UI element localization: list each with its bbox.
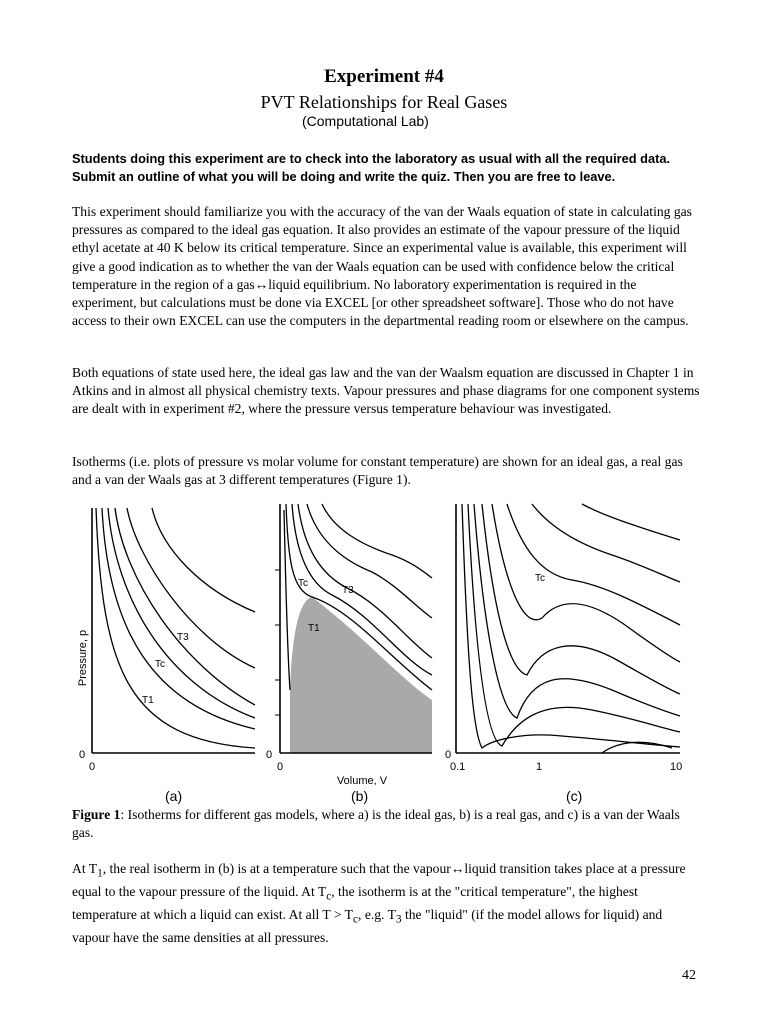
instructions-paragraph: Students doing this experiment are to check into the laboratory as usual with all the required data. Submit an outline of what you will be doing and write the quiz. Then you are free to leave. [72,151,671,185]
closing-text-5: the "liquid" (if the model allows for liquid) and vapour have the same densities at all pressures. [72,906,663,945]
panel-c-label-tc: Tc [535,573,545,584]
panel-c-x-tick-2: 10 [670,761,683,773]
y-axis-label: Pressure, p [77,629,89,687]
equations-paragraph: Both equations of state used here, the ideal gas law and the van der Waalsm equation are discussed in Chapter 1 in Atkins and in almost all physical chemistry texts. Vapour pressures and phase diagrams for one component systems are dealt with in experiment #2, where the pressure versus temperature behaviour was investigated. [72,365,700,417]
panel-a-label-t3: T3 [177,632,189,643]
panel-b-caption: (b) [351,788,369,804]
panel-b-y-origin: 0 [266,749,273,761]
page-number: 42 [682,968,696,983]
closing-text-4: , e.g. T [358,906,396,922]
isotherms-paragraph: Isotherms (i.e. plots of pressure vs molar volume for constant temperature) are shown for an ideal gas, a real gas and a van der Waals gas at 3 different temperatures (Figure 1). [72,454,683,488]
closing-text-3: , the isotherm is at the "critical temperature", the highest temperature at which a liquid can exist. At all T > T [72,883,638,922]
x-axis-label: Volume, V [336,775,388,785]
closing-paragraph [72,860,702,947]
closing-text-2: , the real isotherm in (b) is at a temperature such that the vapour↔liquid transition takes place at a pressure equal to the vapour pressure of the liquid. At T [72,861,686,899]
isotherm-figure [72,500,702,785]
panel-b-label-t3: T3 [342,585,354,596]
figure-caption-label: Figure 1 [72,807,121,822]
figure-caption [72,806,702,842]
intro-paragraph: This experiment should familiarize you with the accuracy of the van der Waals equation of state in calculating gas pressures as compared to the ideal gas equation. It also provides an estimate of the vapour pressure of the liquid ethyl acetate at 40 K below its critical temperature. Since an experimental value is available, this experiment will give a good indication as to whether the van der Waals equation can be used with confidence below the critical temperature in the region of a gas↔liquid equilibrium. No laboratory experimentation is required in the experiment, but calculations must be done via EXCEL [or other spreadsheet software]. Those who do not have access to their own EXCEL can use the computers in the departmental reading room or elsewhere on the campus. [72,204,692,329]
panel-b [266,504,432,773]
panel-c-x-tick-1: 1 [536,761,543,773]
page-title: Experiment #4 [324,66,444,87]
panel-a-y-origin: 0 [79,749,86,761]
panel-c-y-origin: 0 [445,749,452,761]
panel-a [79,508,255,773]
closing-sub-1: 1 [97,867,103,880]
closing-sub-c: c [326,890,332,903]
closing-text-1: At T [72,861,98,876]
panel-b-label-tc: Tc [298,578,308,589]
panel-b-x-origin: 0 [277,761,284,773]
panel-a-label-t1: T1 [142,695,154,706]
panel-b-label-t1: T1 [308,623,320,634]
panel-c [445,504,682,773]
figure-caption-text: : Isotherms for different gas models, where a) is the ideal gas, b) is a real gas, and c) is a van der Waals gas. [72,807,680,841]
lab-type-note: (Computational Lab) [302,113,429,129]
panel-a-x-origin: 0 [89,761,96,773]
panel-c-caption: (c) [566,788,583,804]
panel-a-caption: (a) [165,788,183,804]
page-subtitle: PVT Relationships for Real Gases [260,92,508,112]
closing-sub-c2: c [352,913,359,926]
panel-a-label-tc: Tc [155,659,165,670]
panel-c-x-tick-0: 0.1 [450,761,466,773]
closing-sub-3: 3 [395,913,402,926]
